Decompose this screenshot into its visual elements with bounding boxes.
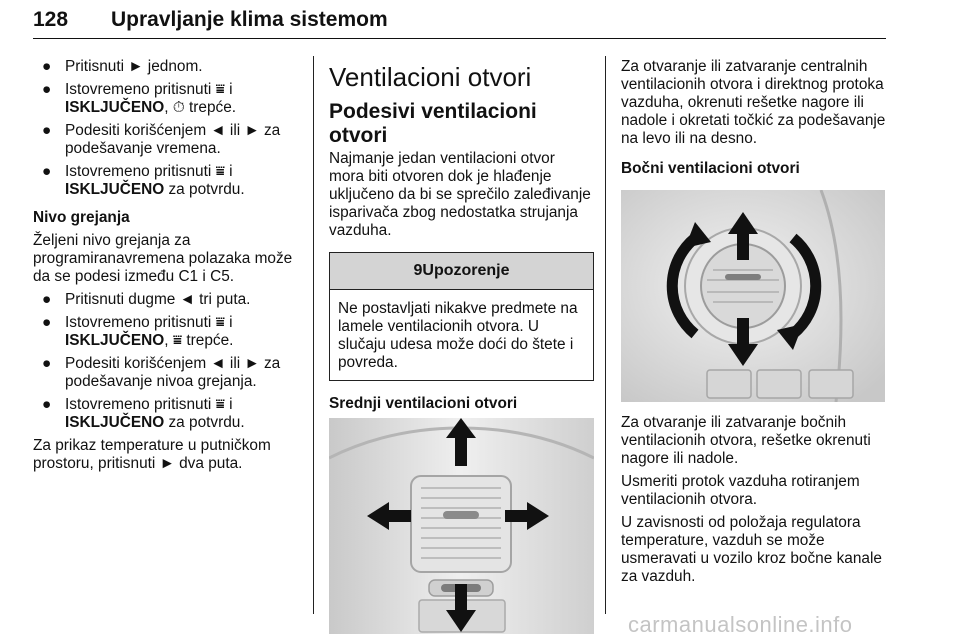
bullet-icon: ● [42, 81, 52, 98]
column-middle [329, 58, 594, 634]
paragraph: Za prikaz temperature u putničkom prostoru, pritisnuti ► dva puta. [33, 437, 271, 472]
list-item: ● Pritisnuti ► jednom. [42, 58, 203, 75]
bullet-icon: ● [42, 396, 52, 413]
column-divider-1 [313, 56, 314, 614]
page-header [33, 6, 886, 40]
section-subtitle: Podesivi ventilacioni otvori [329, 100, 537, 147]
paragraph: Za otvaranje ili zatvaranje bočnih ventilacionih otvora, rešetke okrenuti nagore ili nadole. [621, 414, 871, 467]
side-vent-illustration [621, 190, 885, 402]
bullet-icon: ● [42, 122, 52, 139]
list-item: ● Pritisnuti dugme ◄ tri puta. [42, 291, 251, 308]
bullet-icon: ● [42, 291, 52, 308]
paragraph: Za otvaranje ili zatvaranje centralnih ventilacionih otvora i direktnog protoka vazduha, okrenuti rešetke nagore ili nadole i okretati točkić za podešavanje na levo ili na desno. [621, 58, 886, 147]
section-heading: Srednji ventilacioni otvori [329, 395, 518, 412]
list-item: ● Istovremeno pritisnuti ⩸ i ISKLJUČENO za potvrdu. [42, 396, 245, 431]
list-item: ● Istovremeno pritisnuti ⩸ i ISKLJUČENO, ⏱ trepće. [42, 81, 237, 116]
paragraph: Usmeriti protok vazduha rotiranjem ventilacionih otvora. [621, 473, 860, 508]
warning-title: 9Upozorenje [330, 253, 593, 290]
watermark-text: carmanualsonline.info [628, 612, 853, 637]
page-number: 128 [33, 8, 69, 31]
key-label: ISKLJUČENO [65, 99, 165, 116]
section-heading: Bočni ventilacioni otvori [621, 160, 800, 177]
paragraph: Željeni nivo grejanja za programiranavremena polazaka može da se podesi između C1 i C5. [33, 232, 293, 285]
warning-box [329, 252, 594, 381]
section-heading: Nivo grejanja [33, 209, 130, 226]
list-item: ● Podesiti korišćenjem ◄ ili ► za podešavanje nivoa grejanja. [42, 355, 281, 390]
bullet-icon: ● [42, 58, 52, 75]
column-divider-2 [605, 56, 606, 614]
key-label: ISKLJUČENO [65, 414, 165, 431]
center-vent-illustration [329, 418, 594, 634]
list-item: ● Istovremeno pritisnuti ⩸ i ISKLJUČENO za potvrdu. [42, 163, 245, 198]
column-right [621, 58, 887, 591]
list-item: ● Podesiti korišćenjem ◄ ili ► za podešavanje vremena. [42, 122, 281, 157]
bullet-icon: ● [42, 355, 52, 372]
bullet-icon: ● [42, 314, 52, 331]
warning-text: Ne postavljati nikakve predmete na lamele ventilacionih otvora. U slučaju udesa može doći do štete i povreda. [338, 300, 578, 371]
key-label: ISKLJUČENO [65, 181, 165, 198]
header-divider [33, 38, 886, 39]
page-title: Upravljanje klima sistemom [111, 8, 388, 31]
bullet-icon: ● [42, 163, 52, 180]
section-title: Ventilacioni otvori [329, 62, 532, 92]
list-item: ● Istovremeno pritisnuti ⩸ i ISKLJUČENO, ⩸ trepće. [42, 314, 234, 349]
paragraph: U zavisnosti od položaja regulatora temperature, vazduh se može usmeravati u vozilo kroz bočne kanale za vazduh. [621, 514, 882, 585]
paragraph: Najmanje jedan ventilacioni otvor mora biti otvoren dok je hlađenje uključeno da bi se sprečilo zaleđivanje isparivača zbog nedostatka strujanja vazduha. [329, 150, 591, 239]
key-label: ISKLJUČENO [65, 332, 165, 349]
column-left [33, 58, 301, 478]
